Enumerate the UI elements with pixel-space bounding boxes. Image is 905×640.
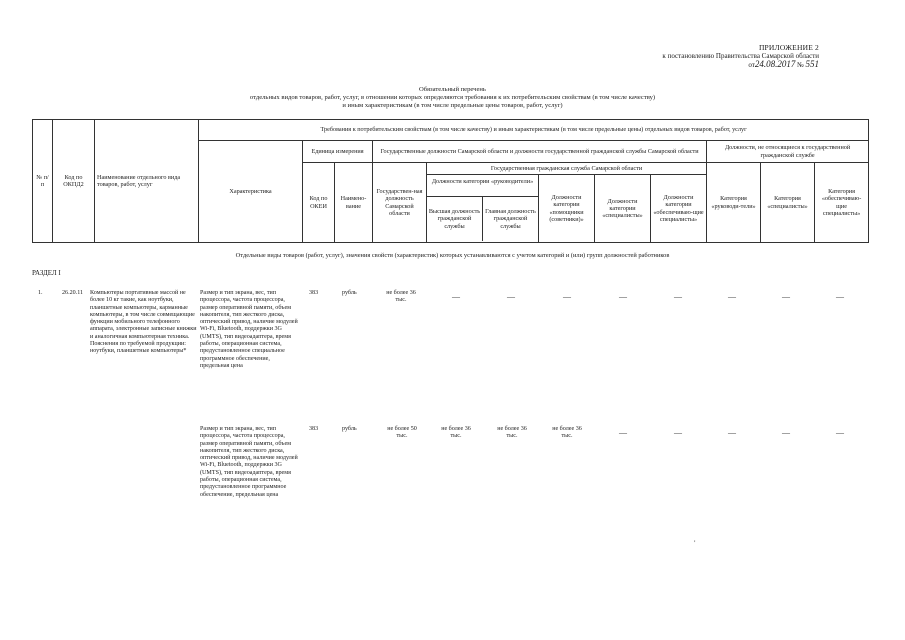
- dash: —: [674, 428, 682, 437]
- header-table: [32, 119, 869, 243]
- dash: —: [836, 428, 844, 437]
- specialists-header: Должности категории «специалисты»: [595, 175, 651, 243]
- main-header: Главная должность гражданской службы: [485, 208, 536, 230]
- appendix-heading: ПРИЛОЖЕНИЕ 2: [758, 43, 819, 52]
- support-header: Должности категории «обеспечиваю-щие специалисты»: [651, 175, 707, 243]
- dash: —: [507, 292, 515, 301]
- row-characteristic-1: Размер и тип экрана, вес, тип процессора, частота процессора, размер оперативной памяти, объем накопителя, тип жесткого диска, оптический привод, наличие модулей Wi-Fi, Bluetooth, поддержки 3G (UMTS), тип видеоадаптера, время работы, операционная система, предустановленное специальное программное обеспечение, предельная цена: [200, 290, 298, 369]
- row-okei-1: 383: [309, 290, 319, 296]
- col-okpd-header: Код по ОКПД2: [53, 120, 95, 243]
- unit-name-header: Наимено-вание: [335, 163, 373, 243]
- row-value-2b: не более 36 тыс.: [441, 426, 471, 440]
- dash: —: [782, 428, 790, 437]
- row-value-2c: не более 36 тыс.: [497, 426, 527, 440]
- row-value-2a: не более 50 тыс.: [387, 426, 417, 440]
- note-line: Отдельные виды товаров (работ, услуг), значения свойств (характеристик) которых устанавливаются с учетом категорий и (или) групп должностей работников: [235, 252, 670, 259]
- handwritten-date: 24.08.2017: [754, 59, 796, 69]
- dash: —: [674, 292, 682, 301]
- section-title: РАЗДЕЛ I: [32, 269, 61, 277]
- cat-managers-header: Категория «руководи-тели»: [707, 163, 761, 243]
- dash: —: [728, 428, 736, 437]
- cat-support-header: Категория «обеспечиваю-щие специалисты»: [815, 163, 869, 243]
- col-name-header: Наименование отдельного вида товаров, работ, услуг: [95, 120, 199, 243]
- stray-mark: ,: [694, 537, 696, 543]
- dash: —: [452, 292, 460, 301]
- row-okpd: 26.20.11: [62, 290, 84, 296]
- unit-header: Единица измерения: [303, 141, 373, 163]
- dash: —: [619, 428, 627, 437]
- non-gov-header: Должности, не относящиеся к государственной гражданской службе: [707, 141, 869, 163]
- civil-service-header: Государственная гражданская служба Самарской области: [427, 163, 707, 175]
- row-num: 1.: [38, 290, 43, 296]
- highest-header: Высшая должность гражданской службы: [427, 197, 483, 241]
- col-num-header: № п/п: [33, 120, 53, 243]
- assistants-header: Должности категории «помощники (советники)»: [539, 175, 595, 243]
- row-value-2d: не более 36 тыс.: [552, 426, 582, 440]
- okei-header: Код по ОКЕИ: [303, 163, 335, 243]
- characteristic-header: Характеристика: [199, 141, 303, 243]
- row-unit-1: рубль: [342, 290, 357, 296]
- gov-positions-header: Государственные должности Самарской области и должности государственной гражданской службы Самарской области: [373, 141, 707, 163]
- document-title: Обязательный перечень отдельных видов товаров, работ, услуг, в отношении которых определяются требования к их потребительским свойствам (в том числе качеству) и иным характеристикам (в том числе предельные цены товаров, работ, услуг): [249, 86, 656, 109]
- row-okei-2: 383: [309, 426, 319, 432]
- handwritten-number: 551: [805, 59, 819, 69]
- gov-position-header: Государствен-ная должность Самарской области: [373, 163, 427, 243]
- row-characteristic-2: Размер и тип экрана, вес, тип процессора, частота процессора, размер оперативной памяти, объем накопителя, тип жесткого диска, оптический привод, наличие модулей Wi-Fi, Bluetooth, поддержки 3G (UMTS), тип видеоадаптера, время работы, операционная система, предустановленное программное обеспечение, предельная цена: [200, 426, 298, 498]
- dash: —: [619, 292, 627, 301]
- row-name: Компьютеры портативные массой не более 10 кг такие, как ноутбуки, планшетные компьютеры, карманные компьютеры, в том числе совмещающие функции мобильного телефонного аппарата, электронные записные книжки и аналогичная компьютерная техника. Пояснения по требуемой продукции: ноутбуки, планшетные компьютеры*: [90, 290, 197, 355]
- dash: —: [563, 292, 571, 301]
- dash: —: [782, 292, 790, 301]
- cat-specialists-header: Категория «специалисты»: [761, 163, 815, 243]
- dash: —: [728, 292, 736, 301]
- appendix-block: [519, 44, 819, 69]
- appendix-line: к постановлению Правительства Самарской области: [662, 52, 819, 60]
- managers-header: Должности категории «руководители» Высшая должность гражданской службы Главная должность гражданской службы: [427, 175, 539, 243]
- dash: —: [836, 292, 844, 301]
- appendix-date-line: от24.08.2017 № 551: [748, 59, 819, 69]
- requirements-header: Требования к потребительским свойствам (в том числе качеству) и иным характеристикам (в том числе предельные цены) отдельных видов товаров, работ, услуг: [199, 120, 869, 141]
- row-value-1: не более 36 тыс.: [386, 290, 416, 304]
- row-unit-2: рубль: [342, 426, 357, 432]
